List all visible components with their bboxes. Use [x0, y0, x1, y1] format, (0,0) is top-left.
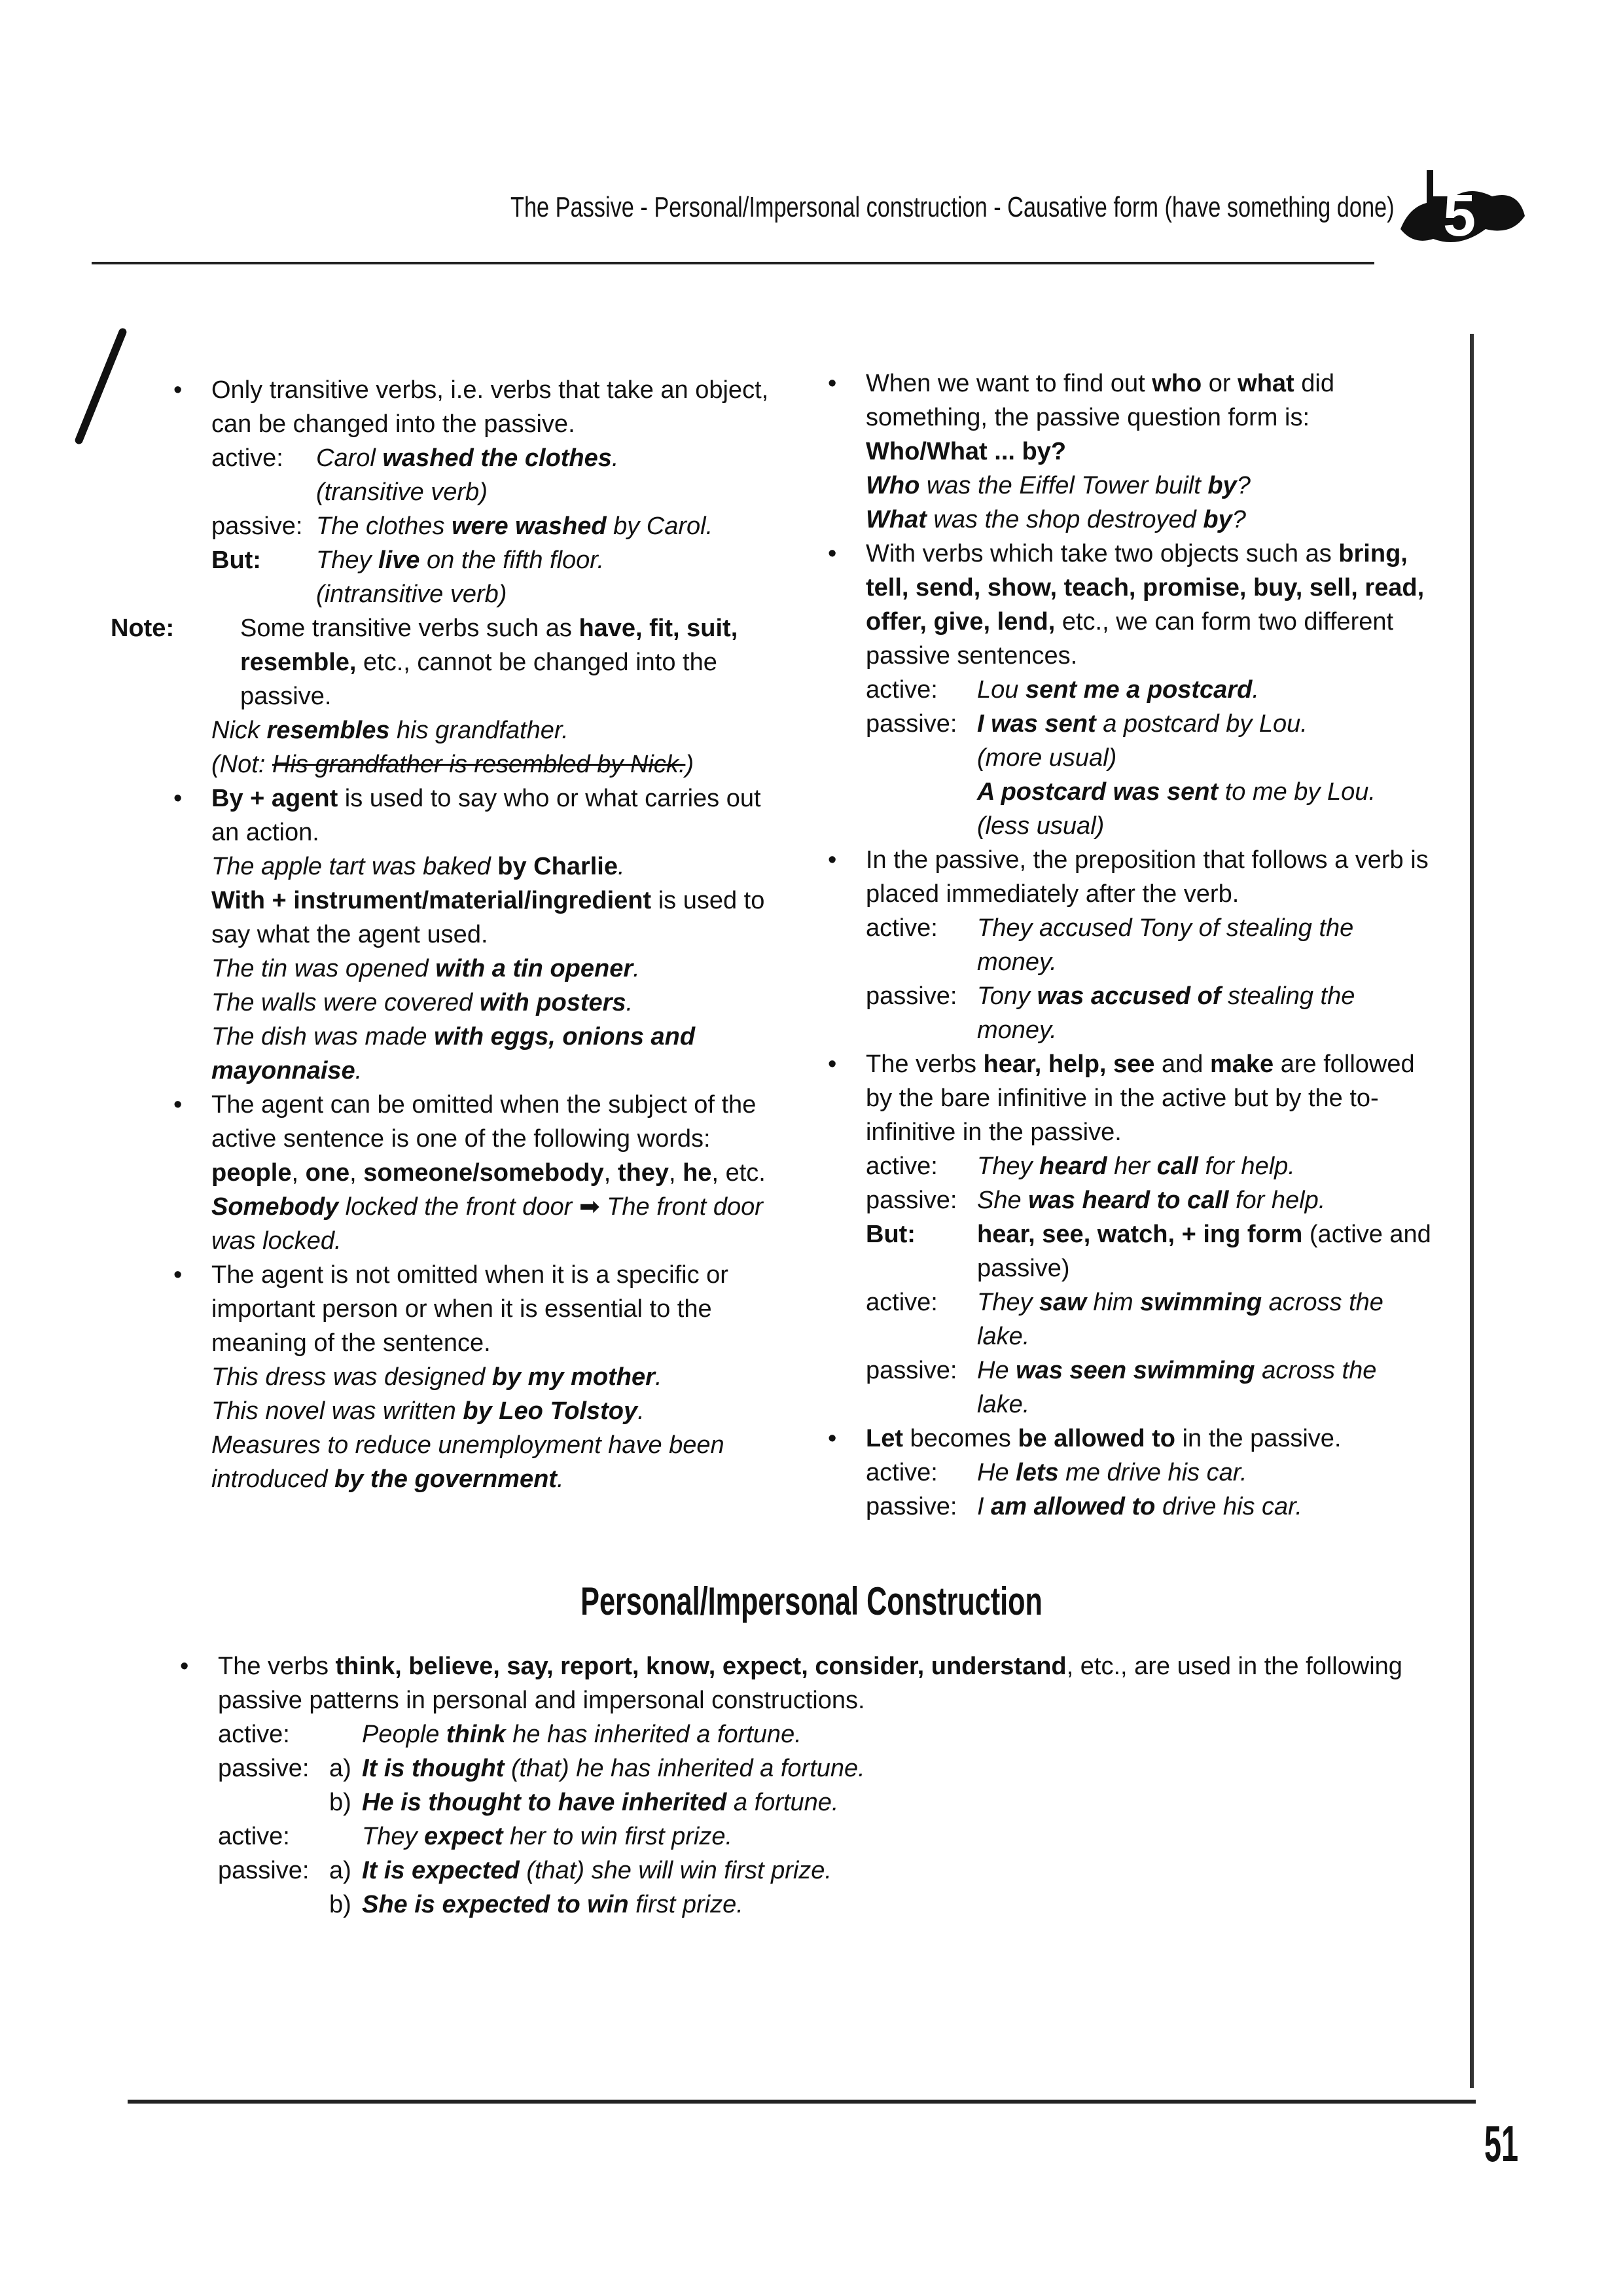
example-row: But: They live on the fifth floor. [211, 547, 605, 574]
example-row: passive: a) It is expected (that) she will win first prize. [218, 1857, 832, 1884]
list-item: • The verbs hear, help, see and make are followed by the bare infinitive in the active but by the to-infinitive in the passive. [815, 1047, 1433, 1149]
example-row: active: They heard her call for help. [866, 1153, 1295, 1180]
chapter-logo [1387, 157, 1531, 259]
footer-rule [128, 2100, 1476, 2104]
example-row: (intransitive verb) [316, 581, 507, 608]
example-row: b) He is thought to have inherited a fortune. [329, 1789, 839, 1816]
arrow-icon: ➡ [579, 1193, 600, 1221]
example-row: passive: I am allowed to drive his car. [866, 1493, 1302, 1520]
page-header-title: The Passive - Personal/Impersonal construction - Causative form (have something done) [510, 191, 1395, 223]
section-body [167, 1649, 1450, 1922]
example-row: active: They accused Tony of stealing the money. [866, 914, 1354, 976]
example-row: But: hear, see, watch, + ing form (active and passive) [866, 1221, 1431, 1282]
example-row: active: Lou sent me a postcard. [866, 676, 1259, 704]
list-item: • Let becomes be allowed to in the passive. [815, 1422, 1433, 1456]
example-row: b) She is expected to win first prize. [329, 1891, 743, 1918]
example-row: A postcard was sent to me by Lou. [977, 778, 1376, 806]
example-row: passive: She was heard to call for help. [866, 1187, 1326, 1214]
chapter-mark: 5 [1443, 183, 1476, 249]
example-row: passive: I was sent a postcard by Lou. [866, 710, 1308, 738]
list-item: • The agent is not omitted when it is a specific or important person or when it is essential to the meaning of the sentence. [160, 1258, 779, 1360]
example-row: passive: The clothes were washed by Carol. [211, 512, 713, 540]
header-rule [92, 262, 1374, 264]
example-row: active: Carol washed the clothes. [211, 444, 619, 472]
example-row: (less usual) [977, 812, 1105, 840]
list-item: • When we want to find out who or what did something, the passive question form is: Who/What ... by? [815, 367, 1433, 469]
page-number: 51 [1484, 2115, 1519, 2172]
example-row: (more usual) [977, 744, 1117, 772]
list-item: • The agent can be omitted when the subject of the active sentence is one of the following words: people, one, someone/somebody, they, he, etc. [160, 1088, 779, 1190]
list-item: • Only transitive verbs, i.e. verbs that take an object, can be changed into the passive. [160, 373, 779, 441]
list-item: • By + agent is used to say who or what carries out an action. [160, 781, 779, 850]
example-row: passive: Tony was accused of stealing the money. [866, 982, 1355, 1044]
pen-mark [74, 327, 128, 446]
example-row: (transitive verb) [316, 478, 488, 506]
chapter-number-icon [1387, 157, 1531, 255]
right-column: • When we want to find out who or what did something, the passive question form is: Who/What ... by? Who was the Eiffel Tower built by? What was the shop destroyed by? • With verbs which take two objects such as bring, tell, send, show, teach, promise, buy, sell, read, offer, give, lend, etc., we can form two different passive sentences. active: Lou sent me a postcard. passive: I was sent a postcard by Lou. (more usual) A postcard was sent to me by Lou. (less usual) • In the passive, the preposition that follows a verb is placed immediately after the verb. active: They accused Tony of stealing the money. passive: Tony was accused of stealing the money. • The verbs hear, help, see and make are followed by the bare infinitive in the active but by the to-infinitive in the passive. active: They heard her call for help. passive: She was heard to call for help. But: hear, see, watch, + ing form (active and passive) active: They saw him swimming across the lake. passive: He was seen swimming across the lake. • Let becomes be allowed to in the passive. active: He lets me drive his car. passive: I am allowed to drive his car. [815, 367, 1433, 1524]
section-title: Personal/Impersonal Construction [580, 1579, 1043, 1623]
example-row: active: They saw him swimming across the lake. [866, 1289, 1383, 1350]
example-row: active: People think he has inherited a fortune. [218, 1721, 802, 1748]
list-item: • In the passive, the preposition that follows a verb is placed immediately after the verb. [815, 843, 1433, 911]
example-row: passive: He was seen swimming across the lake. [866, 1357, 1377, 1418]
left-column: • Only transitive verbs, i.e. verbs that take an object, can be changed into the passive. active: Carol washed the clothes. (transitive verb) passive: The clothes were washed by Carol. But: They live on the fifth floor. (intransitive verb) Note: Some transitive verbs such as have, fit, suit, resemble, etc., cannot be changed into the passive. Nick resembles his grandfather. (Not: His grandfather is resembled by Nick.) • By + agent is used to say who or what carries out an action. The apple tart was baked by Charlie. With + instrument/material/ingredient is used to say what the agent used. The tin was opened with a tin opener. The walls were covered with posters. The dish was made with eggs, onions and mayonnaise. • The agent can be omitted when the subject of the active sentence is one of the following words: people, one, someone/somebody, they, he, etc. Somebody locked the front door ➡ The front door was locked. • The agent is not omitted when it is a specific or important person or when it is essential to the meaning of the sentence. This dress was designed by my mother. This novel was written by Leo Tolstoy. Measures to reduce unemployment have been introduced by the government. [160, 373, 779, 1496]
list-item: • The verbs think, believe, say, report, know, expect, consider, understand, etc., are used in the following passive patterns in personal and impersonal constructions. [167, 1649, 1450, 1717]
right-margin-rule [1470, 334, 1474, 2088]
example-row: active: They expect her to win first prize. [218, 1823, 733, 1850]
example-row: passive: a) It is thought (that) he has inherited a fortune. [218, 1755, 865, 1782]
note-block: Note: Some transitive verbs such as have, fit, suit, resemble, etc., cannot be changed into the passive. [111, 615, 738, 710]
list-item: • With verbs which take two objects such as bring, tell, send, show, teach, promise, buy, sell, read, offer, give, lend, etc., we can form two different passive sentences. [815, 537, 1433, 673]
example-row: active: He lets me drive his car. [866, 1459, 1247, 1486]
